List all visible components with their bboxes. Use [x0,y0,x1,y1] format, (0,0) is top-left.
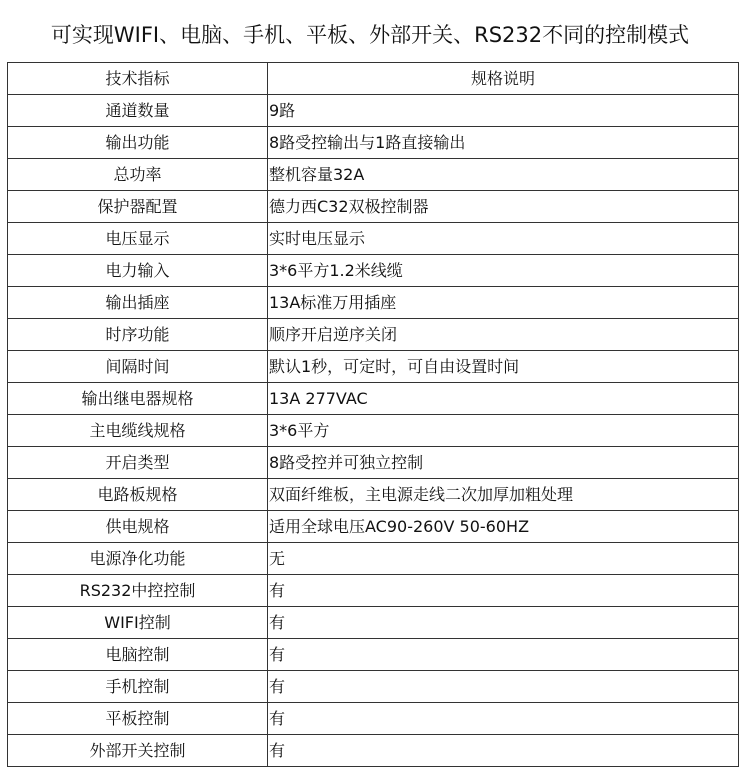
table-row [8,223,739,255]
spec-item-name: 时序功能 [8,319,268,351]
spec-item-name: 电压显示 [8,223,268,255]
spec-item-name: 间隔时间 [8,351,268,383]
spec-item-value: 默认1秒，可定时，可自由设置时间 [268,351,739,383]
spec-item-name: 输出功能 [8,127,268,159]
table-row [8,575,739,607]
spec-item-name: 平板控制 [8,703,268,735]
table-row [8,447,739,479]
table-row [8,383,739,415]
spec-table [7,62,739,767]
table-row [8,159,739,191]
spec-item-name: 开启类型 [8,447,268,479]
spec-item-name: 外部开关控制 [8,735,268,767]
spec-item-value: 实时电压显示 [268,223,739,255]
table-row [8,127,739,159]
spec-item-value: 有 [268,703,739,735]
table-row [8,543,739,575]
table-row [8,479,739,511]
spec-item-value: 8路受控输出与1路直接输出 [268,127,739,159]
spec-item-value: 8路受控并可独立控制 [268,447,739,479]
spec-item-name: 输出继电器规格 [8,383,268,415]
spec-item-name: 主电缆线规格 [8,415,268,447]
spec-item-name: 输出插座 [8,287,268,319]
spec-item-value: 无 [268,543,739,575]
table-row [8,511,739,543]
spec-item-value: 3*6平方 [268,415,739,447]
table-row [8,639,739,671]
header-spec-description: 规格说明 [268,63,739,95]
spec-item-value: 有 [268,671,739,703]
spec-item-name: 总功率 [8,159,268,191]
spec-item-name: 电源净化功能 [8,543,268,575]
table-row [8,319,739,351]
spec-item-value: 适用全球电压AC90-260V 50-60HZ [268,511,739,543]
spec-item-name: 电脑控制 [8,639,268,671]
spec-item-value: 有 [268,607,739,639]
page-title: 可实现WIFI、电脑、手机、平板、外部开关、RS232不同的控制模式 [50,23,690,47]
spec-item-name: 电力输入 [8,255,268,287]
header-spec-item: 技术指标 [8,63,268,95]
table-row [8,703,739,735]
spec-item-value: 有 [268,575,739,607]
spec-item-name: 电路板规格 [8,479,268,511]
header-row [8,63,739,95]
spec-item-value: 9路 [268,95,739,127]
table-row [8,287,739,319]
table-row [8,735,739,767]
spec-item-value: 整机容量32A [268,159,739,191]
spec-item-value: 3*6平方1.2米线缆 [268,255,739,287]
spec-item-name: WIFI控制 [8,607,268,639]
spec-item-value: 双面纤维板，主电源走线二次加厚加粗处理 [268,479,739,511]
table-row [8,351,739,383]
spec-table-body [8,95,739,767]
spec-item-value: 顺序开启逆序关闭 [268,319,739,351]
table-row [8,95,739,127]
table-row [8,671,739,703]
spec-item-name: 手机控制 [8,671,268,703]
table-row [8,255,739,287]
table-row [8,191,739,223]
spec-item-value: 有 [268,639,739,671]
table-row [8,415,739,447]
spec-item-name: 供电规格 [8,511,268,543]
spec-item-name: 通道数量 [8,95,268,127]
spec-item-value: 13A标准万用插座 [268,287,739,319]
spec-item-value: 13A 277VAC [268,383,739,415]
table-row [8,607,739,639]
spec-item-name: 保护器配置 [8,191,268,223]
spec-table-header [8,63,739,95]
spec-item-name: RS232中控控制 [8,575,268,607]
spec-item-value: 德力西C32双极控制器 [268,191,739,223]
spec-item-value: 有 [268,735,739,767]
